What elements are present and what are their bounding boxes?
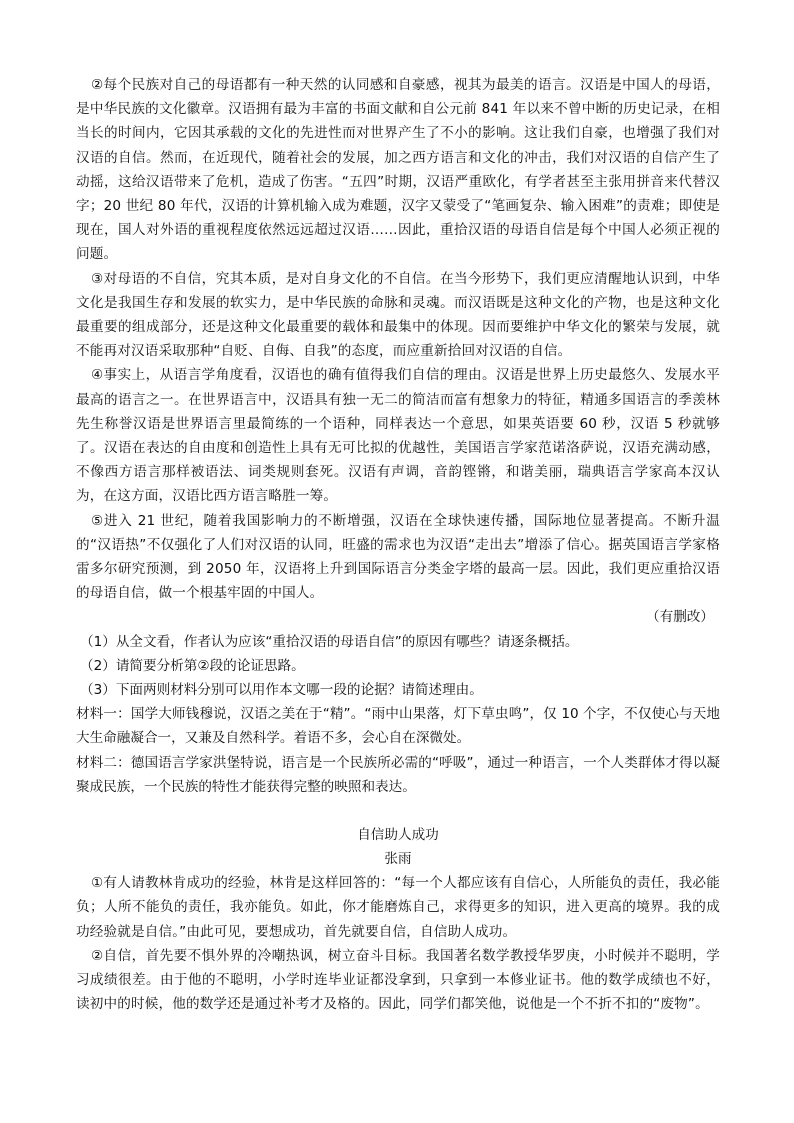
source-note: （有删改） xyxy=(646,609,714,626)
question-2: （2）请简要分析第②段的论证思路。 xyxy=(80,657,305,674)
passage-paragraph-4: ④事实上，从语言学角度看，汉语也的确有值得我们自信的理由。汉语是世界上历史最悠久、发展水平最高的语言之一。在世界语言中，汉语具有独一无二的简洁而富有想象力的特征，精通多国语言的季羡林先生称誉汉语是世界语言里最简练的一个语种，同样表达一个意思，如果英语要 60 秒，汉语 5 秒就够了。汉语在表达的自由度和创造性上具有无可比拟的优越性，美国语言学家范诺洛萨说，汉语充满动感，不像西方语言那样被语法、词类规则套死。汉语有声调，音韵铿锵，和谐美丽，瑞典语言学家高本汉认为，在这方面，汉语比西方语言略胜一筹。 xyxy=(76,367,720,505)
question-3: （3）下面两则材料分别可以用作本文哪一段的论据？请简述理由。 xyxy=(80,682,483,699)
passage-paragraph-2: ②每个民族对自己的母语都有一种天然的认同感和自豪感，视其为最美的语言。汉语是中国人的母语，是中华民族的文化徽章。汉语拥有最为丰富的书面文献和自公元前 841 年以来不曾中断的历史记录，在相当长的时间内，它因其承载的文化的先进性而对世界产生了不小的影响。这让我们自豪，也增强了我们对汉语的自信。然而，在近现代，随着社会的发展，加之西方语言和文化的冲击，我们对汉语的自信产生了动摇，这给汉语带来了危机，造成了伤害。“五四”时期，汉语严重欧化，有学者甚至主张用拼音来代替汉字；20 世纪 80 年代，汉语的计算机输入成为难题，汉字又蒙受了“笔画复杂、输入困难”的责难；即使是现在，国人对外语的重视程度依然远远超过汉语……因此，重拾汉语的母语自信是每个中国人必须正视的问题。 xyxy=(76,77,720,263)
question-1: （1）从全文看，作者认为应该“重拾汉语的母语自信”的原因有哪些？请逐条概括。 xyxy=(80,633,579,650)
document-page xyxy=(76,73,720,1016)
material-2: 材料二：德国语言学家洪堡特说，语言是一个民族所必需的“呼吸”，通过一种语言，一个人类群体才得以凝聚成民族，一个民族的特性才能获得完整的映照和表达。 xyxy=(76,754,720,795)
article-paragraph-1: ①有人请教林肯成功的经验，林肯是这样回答的：“每一个人都应该有自信心，人所能负的责任，我必能负；人所不能负的责任，我亦能负。如此，你才能磨炼自己，求得更多的知识，进入更高的境界。我的成功经验就是自信。”由此可见，要想成功，首先就要自信，自信助人成功。 xyxy=(76,875,720,940)
article-title: 自信助人成功 xyxy=(357,827,439,844)
article-author: 张雨 xyxy=(384,851,412,868)
passage-paragraph-3: ③对母语的不自信，究其本质，是对自身文化的不自信。在当今形势下，我们更应清醒地认识到，中华文化是我国生存和发展的软实力，是中华民族的命脉和灵魂。而汉语既是这种文化的产物，也是这种文化最重要的组成部分，还是这种文化最重要的载体和最集中的体现。因而要维护中华文化的繁荣与发展，就不能再对汉语采取那种“自贬、自侮、自我”的态度，而应重新拾回对汉语的自信。 xyxy=(76,270,720,360)
material-1: 材料一：国学大师钱穆说，汉语之美在于“精”。“雨中山果落，灯下草虫鸣”，仅 10 个字，不仅使心与天地大生命融凝合一，又兼及自然科学。着语不多，会心自在深微处。 xyxy=(76,706,720,747)
article-paragraph-2: ②自信，首先要不惧外界的冷嘲热讽，树立奋斗目标。我国著名数学教授华罗庚，小时候并不聪明，学习成绩很差。由于他的不聪明，小学时连毕业证都没拿到，只拿到一本修业证书。他的数学成绩也不好，读初中的时候，他的数学还是通过补考才及格的。因此，同学们都笑他，说他是一个不折不扣的“废物”。 xyxy=(76,947,720,1013)
passage-paragraph-5: ⑤进入 21 世纪，随着我国影响力的不断增强，汉语在全球快速传播，国际地位显著提高。不断升温的“汉语热”不仅强化了人们对汉语的认同，旺盛的需求也为汉语“走出去”增添了信心。据英国语言学家格雷多尔研究预测，到 2050 年，汉语将上升到国际语言分类金字塔的最高一层。因此，我们更应重拾汉语的母语自信，做一个根基牢固的中国人。 xyxy=(76,512,720,602)
